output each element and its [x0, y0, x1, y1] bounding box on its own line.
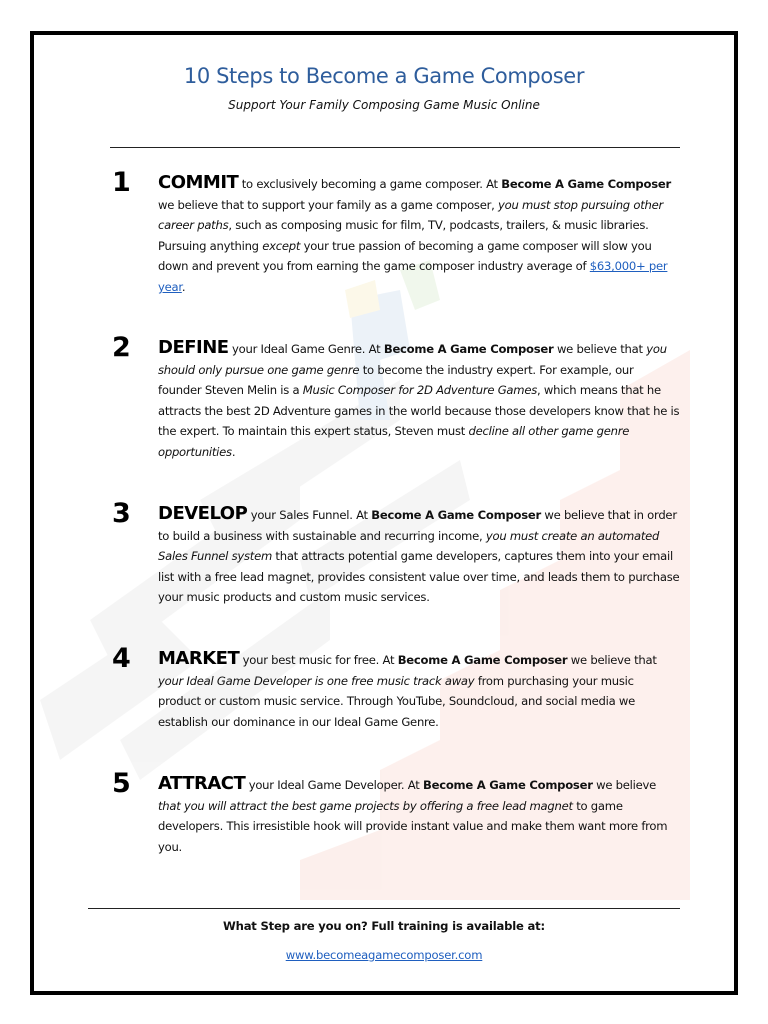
- body-text: your Ideal Game Genre. At: [228, 342, 384, 356]
- salary-link[interactable]: $63,000+ per year: [158, 259, 668, 294]
- body-text: your best music for free. At: [239, 653, 398, 667]
- body-text: , which means that he attracts the best 2D Adventure games in the world because those developers know that he is the expert. To maintain this expert status, Steven must: [158, 383, 680, 439]
- italic-text: you must create an automated Sales Funnel system: [158, 528, 660, 564]
- body-text: to exclusively becoming a game composer. At: [238, 177, 502, 191]
- body-text: to game developers. This irresistible hook will provide instant value and make them want more from you.: [158, 798, 668, 854]
- page-subtitle: Support Your Family Composing Game Music Online: [228, 98, 540, 112]
- step-keyword: MARKET: [158, 648, 240, 669]
- step-keyword: ATTRACT: [158, 773, 246, 794]
- body-text: .: [231, 444, 236, 459]
- italic-text: decline all other game genre opportunities: [158, 424, 630, 459]
- bold-text: Become A Game Composer: [371, 508, 541, 522]
- step-number: 5: [112, 768, 131, 799]
- step-text: [158, 338, 680, 463]
- body-text: that attracts potential game developers, captures them into your email list with a free lead magnet, provides consistent value over time, and leads them to purchase your music products and custom music services.: [158, 549, 680, 605]
- bold-text: Become A Game Composer: [383, 342, 554, 356]
- body-text: your Sales Funnel. At: [247, 508, 372, 522]
- step-text: [158, 504, 680, 608]
- step-text: [158, 649, 680, 732]
- step-body: [158, 342, 679, 459]
- step-text: [158, 774, 680, 857]
- footer-divider: [88, 908, 680, 909]
- body-text: , such as composing music for film, TV, podcasts, trailers, & music libraries. Pursuing anything: [158, 218, 649, 253]
- step-text: [158, 173, 680, 298]
- body-text: we believe that in order to build a business with sustainable and recurring income,: [158, 508, 677, 543]
- bold-text: Become A Game Composer: [501, 177, 671, 191]
- step-keyword: DEFINE: [158, 337, 229, 358]
- step-number: 1: [112, 167, 131, 198]
- page-title: 10 Steps to Become a Game Composer: [183, 64, 585, 88]
- body-text: we believe that: [553, 342, 647, 356]
- body-text: from purchasing your music product or custom music service. Through YouTube, Soundcloud, and social media we establish our dominance in our Ideal Game Genre.: [158, 673, 636, 729]
- italic-text: your Ideal Game Developer is one free music track away: [158, 673, 475, 688]
- italic-text: you should only pursue one game genre: [158, 342, 667, 377]
- step-number: 4: [112, 643, 131, 674]
- body-text: your true passion of becoming a game composer will slow you down and prevent you from earning the game composer industry average of: [158, 238, 652, 274]
- body-text: to become the industry expert. For example, our founder Steven Melin is a: [158, 362, 634, 398]
- step-number: 3: [112, 498, 131, 529]
- step-number: 2: [112, 332, 131, 363]
- step-body: [158, 177, 671, 294]
- body-text: we believe that to support your family as a game composer,: [158, 197, 498, 212]
- body-text: we believe that: [567, 653, 657, 667]
- bold-text: Become A Game Composer: [423, 778, 593, 792]
- header-divider: [110, 147, 680, 148]
- body-text: your Ideal Game Developer. At: [245, 778, 424, 792]
- step-keyword: COMMIT: [158, 172, 239, 193]
- bold-text: Become A Game Composer: [397, 653, 568, 667]
- step-keyword: DEVELOP: [158, 503, 248, 524]
- italic-text: you must stop pursuing other career paths: [158, 197, 663, 233]
- italic-text: except: [262, 238, 301, 253]
- footer-question: What Step are you on? Full training is available at:: [223, 919, 545, 933]
- footer-link-container: [34, 948, 734, 962]
- italic-text: Music Composer for 2D Adventure Games: [302, 383, 537, 398]
- website-link[interactable]: www.becomeagamecomposer.com: [285, 948, 483, 962]
- body-text: .: [181, 279, 186, 294]
- body-text: we believe: [592, 778, 656, 792]
- italic-text: that you will attract the best game projects by offering a free lead magnet: [158, 798, 573, 813]
